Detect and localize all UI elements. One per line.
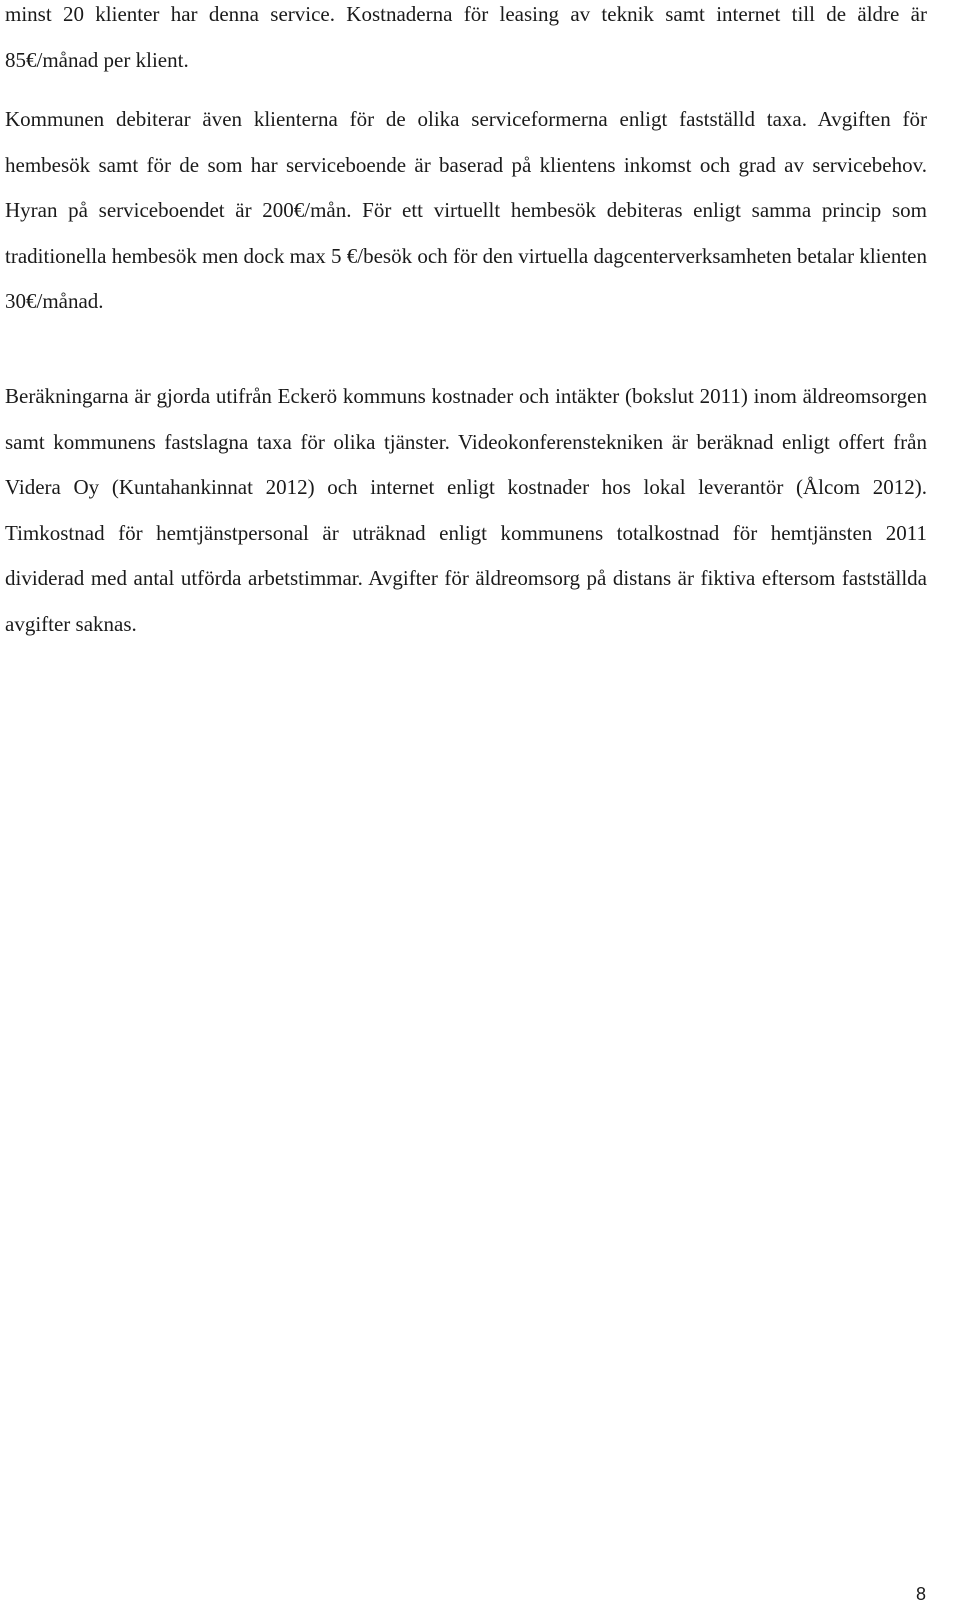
page-number: 8 (915, 1584, 926, 1604)
paragraph-client-fees: Kommunen debiterar även klienterna för de olika serviceformerna enligt fastställd taxa. Avgiften för hembesök samt för de som har serviceboende är baserad på klientens inkomst och grad av servicebehov. Hyran på serviceboendet är 200€/mån. För ett virtuellt hembesök debiteras enligt samma princip som traditionella hembesök men dock max 5 €/besök och för den virtuella dagcenterverksamheten betalar klienten 30€/månad. (5, 107, 927, 313)
paragraph-leasing-costs: minst 20 klienter har denna service. Kostnaderna för leasing av teknik samt internet till de äldre är 85€/månad per klient. (5, 2, 927, 72)
paragraph-calculation-basis: Beräkningarna är gjorda utifrån Eckerö kommuns kostnader och intäkter (bokslut 2011) inom äldreomsorgen samt kommunens fastslagna taxa för olika tjänster. Videokonferenstekniken är beräknad enligt offert från Videra Oy (Kuntahankinnat 2012) och internet enligt kostnader hos lokal leverantör (Ålcom 2012). Timkostnad för hemtjänstpersonal är uträknad enligt kommunens totalkostnad för hemtjänsten 2011 dividerad med antal utförda arbetstimmar. Avgifter för äldreomsorg på distans är fiktiva eftersom fastställda avgifter saknas. (5, 384, 927, 636)
